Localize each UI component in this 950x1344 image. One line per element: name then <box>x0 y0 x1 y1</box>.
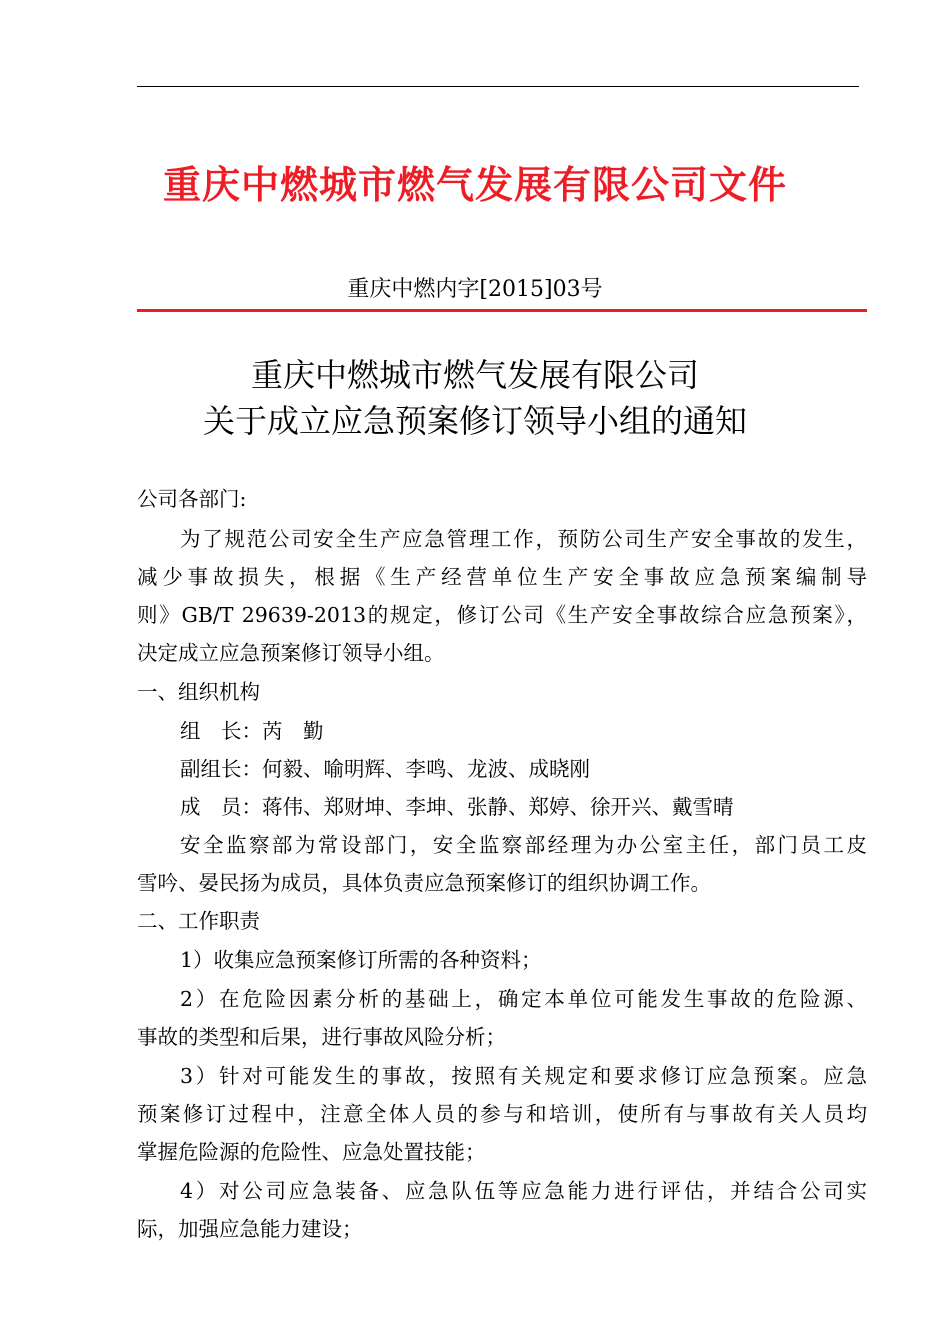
intro-line: 为了规范公司安全生产应急管理工作，预防公司生产安全事故的发生， <box>180 527 867 551</box>
salutation: 公司各部门: <box>137 487 247 511</box>
top-divider <box>137 86 859 87</box>
leader-line: 组 长：芮 勤 <box>180 719 324 743</box>
members-line: 成 员：蒋伟、郑财坤、李坤、张静、郑婷、徐开兴、戴雪晴 <box>180 795 734 819</box>
notice-title-line2: 关于成立应急预案修订领导小组的通知 <box>202 402 747 440</box>
intro-line: 减少事故损失，根据《生产经营单位生产安全事故应急预案编制导 <box>137 565 867 589</box>
section2-heading: 二、工作职责 <box>137 909 260 933</box>
duty-item: 3）针对可能发生的事故，按照有关规定和要求修订应急预案。应急 <box>180 1064 867 1088</box>
document-header-title: 重庆中燃城市燃气发展有限公司文件 <box>162 163 787 207</box>
intro-line: 决定成立应急预案修订领导小组。 <box>137 641 445 665</box>
section1-heading: 一、组织机构 <box>137 680 260 704</box>
notice-title-line1: 重庆中燃城市燃气发展有限公司 <box>250 356 699 394</box>
duty-item-cont: 预案修订过程中，注意全体人员的参与和培训，使所有与事故有关人员均 <box>137 1102 867 1126</box>
duty-item-cont: 事故的类型和后果，进行事故风险分析； <box>137 1025 506 1049</box>
office-note-line: 安全监察部为常设部门，安全监察部经理为办公室主任，部门员工皮 <box>180 833 867 857</box>
duty-item: 1）收集应急预案修订所需的各种资料； <box>180 948 542 972</box>
duty-item-cont: 掌握危险源的危险性、应急处置技能； <box>137 1140 486 1164</box>
duty-item: 2）在危险因素分析的基础上，确定本单位可能发生事故的危险源、 <box>180 987 867 1011</box>
intro-line: 则》GB/T 29639-2013的规定，修订公司《生产安全事故综合应急预案》， <box>137 603 867 627</box>
duty-item-cont: 际，加强应急能力建设； <box>137 1217 363 1241</box>
red-divider <box>137 309 867 312</box>
document-number: 重庆中燃内字[2015]03号 <box>347 277 603 302</box>
deputy-leaders-line: 副组长：何毅、喻明辉、李鸣、龙波、成晓刚 <box>180 757 590 781</box>
office-note-line: 雪吟、晏民扬为成员，具体负责应急预案修订的组织协调工作。 <box>137 871 711 895</box>
duty-item: 4）对公司应急装备、应急队伍等应急能力进行评估，并结合公司实 <box>180 1179 867 1203</box>
